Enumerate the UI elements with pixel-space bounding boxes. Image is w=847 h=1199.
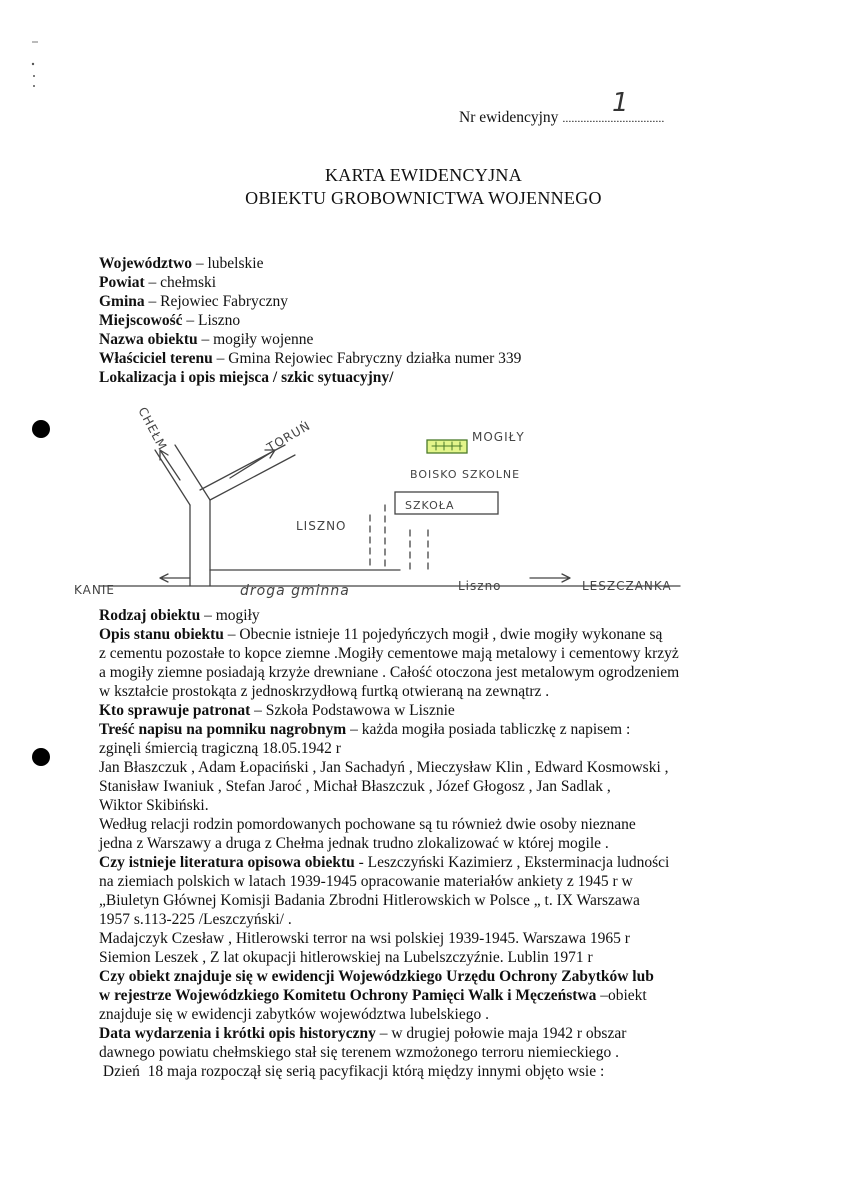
record-number-label: Nr ewidencyjny: [459, 109, 559, 126]
line-literatura-2: na ziemiach polskich w latach 1939-1945 opracowanie materiałów ankiety z 1945 r w: [99, 873, 633, 890]
label-torun: TORUŃ: [264, 418, 313, 455]
field-gmina: Gmina – Rejowiec Fabryczny: [99, 293, 288, 310]
field-wojewodztwo: Województwo – lubelskie: [99, 255, 264, 272]
label-droga: droga gminna: [240, 583, 350, 599]
line-literatura: Czy istnieje literatura opisowa obiektu - Leszczyński Kazimierz , Eksterminacja ludności: [99, 854, 670, 871]
line-opis-2: z cementu pozostałe to kopce ziemne .Mogiły cementowe mają metalowy i cementowy krzyż: [99, 645, 679, 662]
arrow-leszczanka: [530, 574, 570, 582]
line-zgineli: zginęli śmiercią tragiczną 18.05.1942 r: [99, 740, 341, 757]
arrow-chelm: [160, 450, 180, 480]
line-names-1: Jan Błaszczuk , Adam Łopaciński , Jan Sachadyń , Mieczysław Klin , Edward Kosmowski ,: [99, 759, 669, 776]
line-relacja-2: jedna z Warszawy a druga z Chełma jednak trudno zlokalizować w której mogile .: [99, 835, 609, 852]
field-lokalizacja: Lokalizacja i opis miejsca / szkic sytuacyjny/: [99, 369, 394, 386]
title-line-1: KARTA EWIDENCYJNA: [324, 165, 523, 185]
line-rodzaj: Rodzaj obiektu – mogiły: [99, 607, 260, 624]
line-opis-stanu: Opis stanu obiektu – Obecnie istnieje 11 pojedyńczych mogił , dwie mogiły wykonane są: [99, 626, 663, 643]
record-number-value: 1: [612, 88, 629, 118]
label-mogily: MOGIŁY: [472, 430, 525, 444]
line-literatura-6: Siemion Leszek , Z lat okupacji hitlerowskiej na Lubelszczyźnie. Lublin 1971 r: [99, 949, 593, 966]
label-liszno-road: Liszno: [458, 579, 502, 593]
fields-block: [99, 254, 521, 387]
line-opis-4: w kształcie prostokąta z jednoskrzydłową furtką otwieraną na zewnątrz .: [99, 683, 550, 700]
situation-sketch: [0, 390, 847, 610]
label-kanie: KANIE: [74, 583, 115, 597]
line-tresc-napisu: Treść napisu na pomniku nagrobnym – każda mogiła posiada tabliczkę z napisem :: [99, 721, 631, 738]
line-names-3: Wiktor Skibiński.: [99, 797, 209, 814]
record-number-line: [459, 108, 664, 128]
label-boisko: BOISKO SZKOLNE: [410, 468, 521, 481]
scan-marks: [22, 20, 52, 90]
label-szkola: SZKOŁA: [405, 499, 455, 512]
label-leszczanka: LESZCZANKA: [582, 579, 672, 593]
field-miejscowosc: Miejscowość – Liszno: [99, 312, 241, 329]
line-relacja-1: Według relacji rodzin pomordowanych pochowane są tu również dwie osoby nieznane: [99, 816, 636, 833]
field-powiat: Powiat – chełmski: [99, 274, 217, 291]
lane-to-school: [370, 505, 428, 570]
body-block: [99, 606, 679, 1081]
line-names-2: Stanisław Iwaniuk , Stefan Jaroć , Michał Błaszczuk , Józef Głogosz , Jan Sadlak ,: [99, 778, 611, 795]
line-patronat: Kto sprawuje patronat – Szkoła Podstawowa w Lisznie: [99, 702, 455, 719]
arrow-kanie: [160, 574, 190, 582]
record-number-dots: ..................................: [562, 111, 665, 125]
arrow-torun: [230, 450, 275, 478]
field-nazwa-obiektu: Nazwa obiektu – mogiły wojenne: [99, 331, 314, 348]
label-liszno-left: LISZNO: [296, 519, 347, 533]
field-wlasciciel: Właściciel terenu – Gmina Rejowiec Fabryczny działka numer 339: [99, 350, 522, 367]
road-vertical: [190, 500, 210, 586]
line-data-wydarzenia: Data wydarzenia i krótki opis historyczny – w drugiej połowie maja 1942 r obszar: [99, 1025, 627, 1042]
line-historia-3: Dzień 18 maja rozpoczął się serią pacyfikacji którą między innymi objęto wsie :: [99, 1063, 605, 1080]
line-opis-3: a mogiły ziemne posiadają krzyże drewniane . Całość otoczona jest metalowym ogrodzeniem: [99, 664, 680, 681]
line-literatura-3: „Biuletyn Głównej Komisji Badania Zbrodni Hitlerowskich w Polsce „ t. IX Warszawa: [99, 892, 640, 909]
line-historia-2: dawnego powiatu chełmskiego stał się terenem wzmożonego terroru niemieckiego .: [99, 1044, 619, 1061]
label-chelm: CHEŁM: [135, 404, 170, 453]
line-ewidencja-3: znajduje się w ewidencji zabytków województwa lubelskiego .: [99, 1006, 489, 1023]
line-literatura-4: 1957 s.113-225 /Leszczyński/ .: [99, 911, 292, 928]
line-literatura-5: Madajczyk Czesław , Hitlerowski terror na wsi polskiej 1939-1945. Warszawa 1965 r: [99, 930, 630, 947]
line-ewidencja-1: Czy obiekt znajduje się w ewidencji Wojewódzkiego Urzędu Ochrony Zabytków lub: [99, 968, 654, 985]
binder-hole-bottom: [32, 748, 50, 766]
line-ewidencja-2: w rejestrze Wojewódzkiego Komitetu Ochrony Pamięci Walk i Męczeństwa –obiekt: [99, 987, 647, 1004]
road-to-torun: [200, 445, 295, 500]
title-line-2: OBIEKTU GROBOWNICTWA WOJENNEGO: [245, 188, 602, 208]
